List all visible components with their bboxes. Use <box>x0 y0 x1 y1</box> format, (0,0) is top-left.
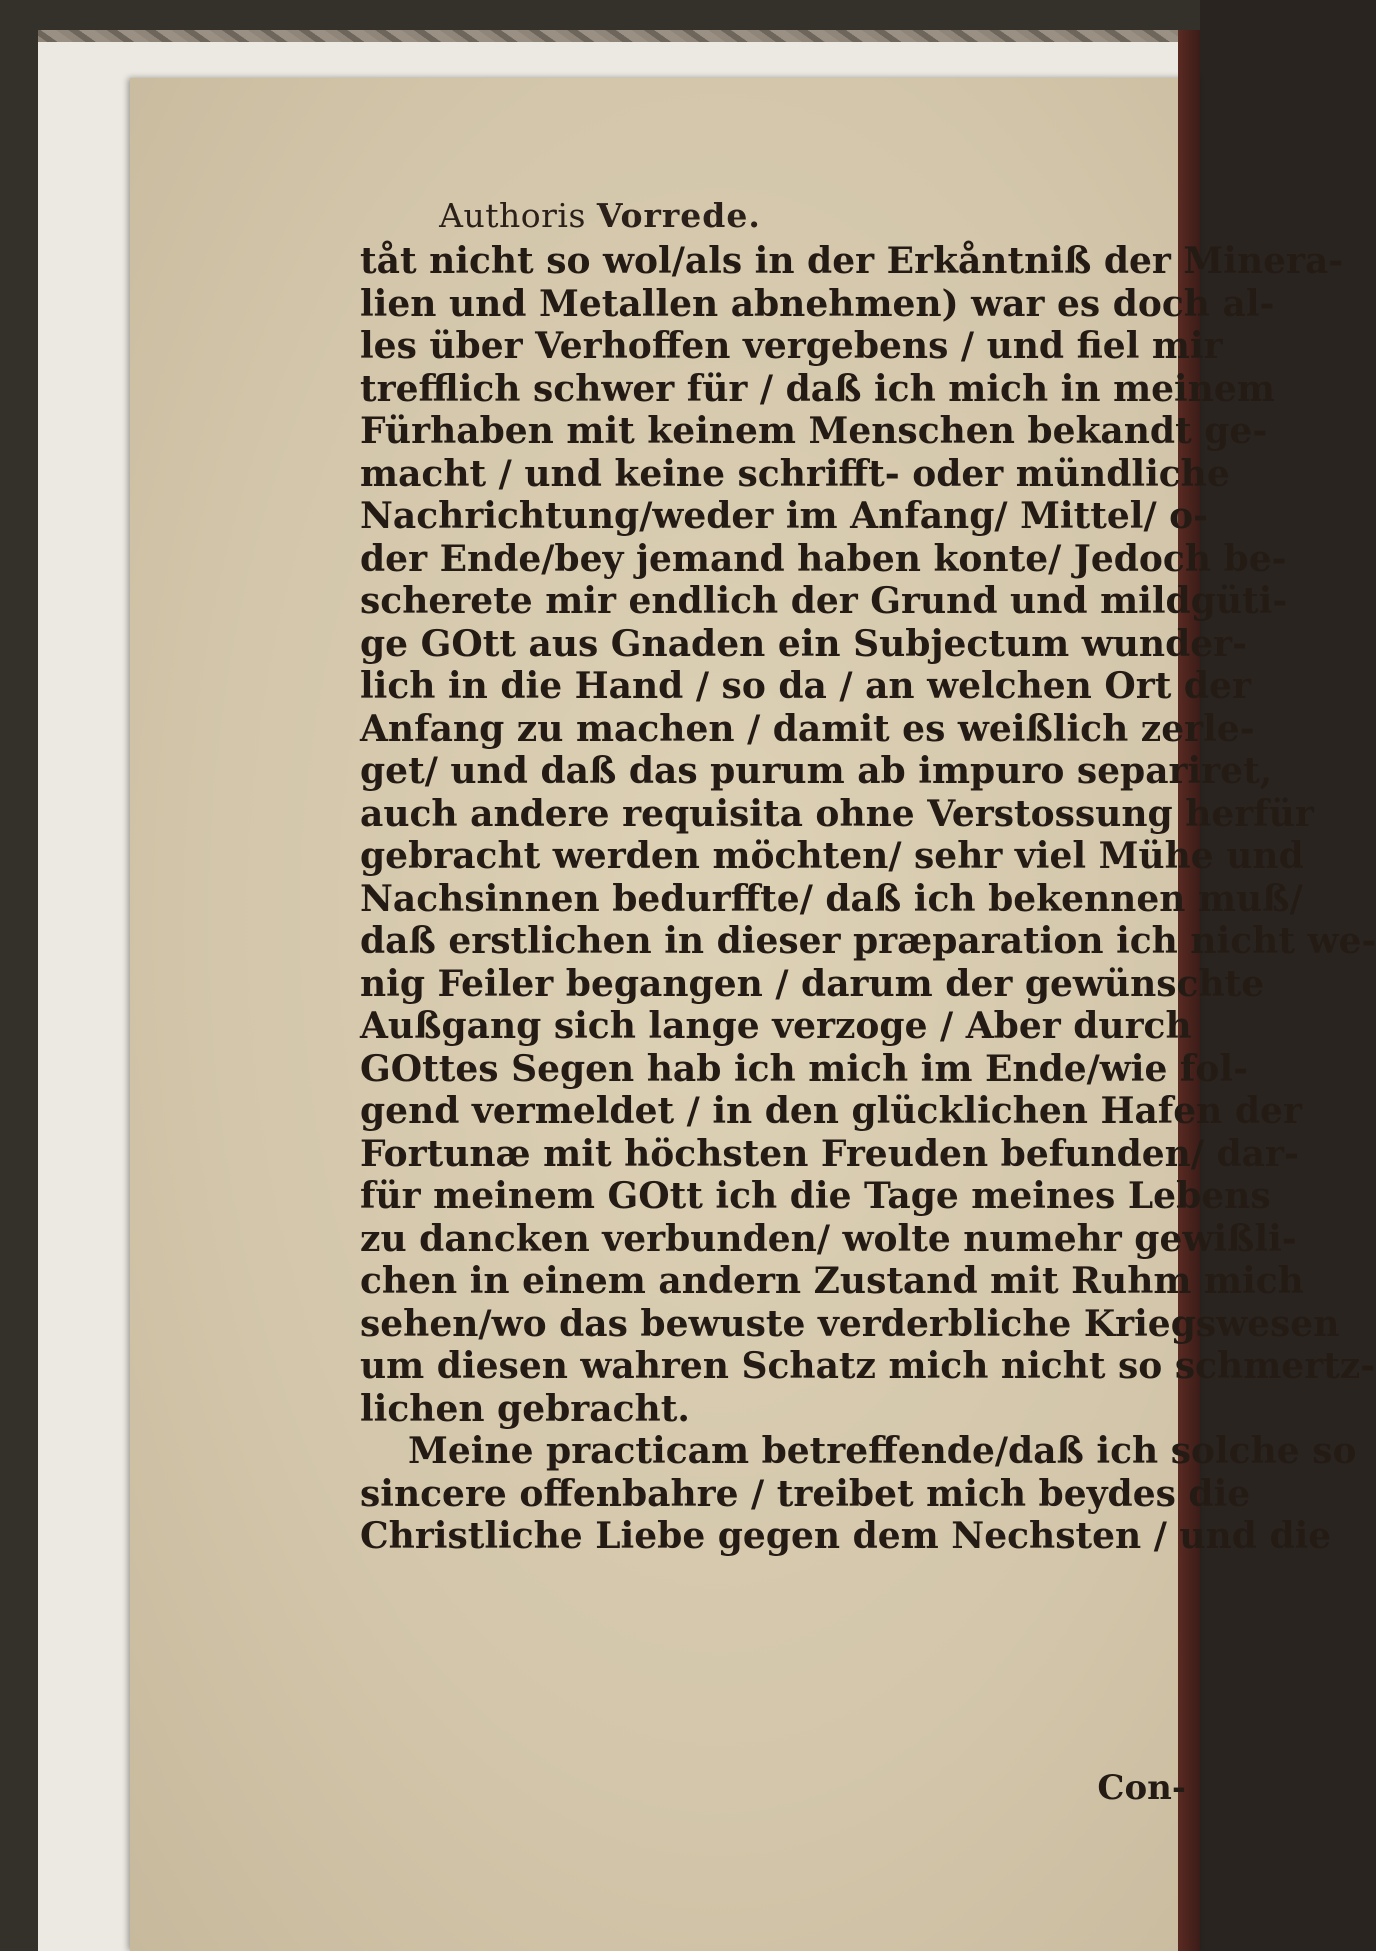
text-line: zu dancken verbunden/ wolte numehr gewißli- <box>360 1217 1297 1260</box>
text-line: gebracht werden möchten/ sehr viel Mühe und <box>360 835 1304 877</box>
text-line: Nachrichtung/weder im Anfang/ Mittel/ o- <box>360 495 1209 537</box>
text-line: les über Verhoffen vergebens / und fiel mir <box>360 325 1223 367</box>
text-line: trefflich schwer für / daß ich mich in meinem <box>360 367 1275 410</box>
text-line: scherete mir endlich der Grund und mildgüti- <box>360 580 1288 622</box>
text-line: Anfang zu machen / damit es weißlich zerle- <box>360 707 1255 750</box>
text-line: ge GOtt aus Gnaden ein Subjectum wunder- <box>360 622 1248 665</box>
text-line: tåt nicht so wol/als in der Erkåntniß der Minera- <box>360 240 1344 282</box>
text-line: der Ende/bey jemand haben konte/ Jedoch be- <box>360 537 1287 580</box>
text-line: für meinem GOtt ich die Tage meines Lebens <box>360 1175 1271 1217</box>
catchword: Con- <box>1097 1768 1186 1808</box>
body-text <box>360 240 1376 1558</box>
text-line: daß erstlichen in dieser præparation ich nicht we- <box>360 920 1376 962</box>
text-line-paragraph-start: Meine practicam betreffende/daß ich solche so <box>408 1430 1357 1472</box>
text-line: um diesen wahren Schatz mich nicht so schmertz- <box>360 1345 1376 1387</box>
text-line: Außgang sich lange verzoge / Aber durch <box>360 1005 1192 1047</box>
text-line: lichen gebracht. <box>360 1387 690 1430</box>
text-line: gend vermeldet / in den glücklichen Hafen der <box>360 1090 1302 1132</box>
text-line: Fortunæ mit höchsten Freuden befunden/ dar- <box>360 1132 1299 1175</box>
text-line: Fürhaben mit keinem Menschen bekandt ge- <box>360 410 1268 452</box>
text-line: get/ und daß das purum ab impuro separiret, <box>360 750 1273 792</box>
running-head-title: Vorrede. <box>596 196 761 235</box>
text-line: lien und Metallen abnehmen) war es doch al- <box>360 282 1275 325</box>
running-head-latin: Authoris <box>439 196 586 235</box>
running-head <box>0 196 1200 235</box>
text-line: Nachsinnen bedurffte/ daß ich bekennen muß/ <box>360 877 1303 920</box>
text-line: auch andere requisita ohne Verstossung herfür <box>360 792 1314 835</box>
text-line: Christliche Liebe gegen dem Nechsten / und die <box>360 1515 1332 1557</box>
text-line: macht / und keine schrifft- oder mündliche <box>360 452 1230 495</box>
text-line: lich in die Hand / so da / an welchen Ort der <box>360 665 1251 707</box>
text-line: sincere offenbahre / treibet mich beydes die <box>360 1472 1251 1515</box>
text-line: chen in einem andern Zustand mit Ruhm mich <box>360 1260 1304 1302</box>
text-line: sehen/wo das bewuste verderbliche Kriegswesen <box>360 1302 1340 1345</box>
text-line: GOttes Segen hab ich mich im Ende/wie fol- <box>360 1047 1249 1090</box>
text-line: nig Feiler begangen / darum der gewünschte <box>360 962 1265 1005</box>
